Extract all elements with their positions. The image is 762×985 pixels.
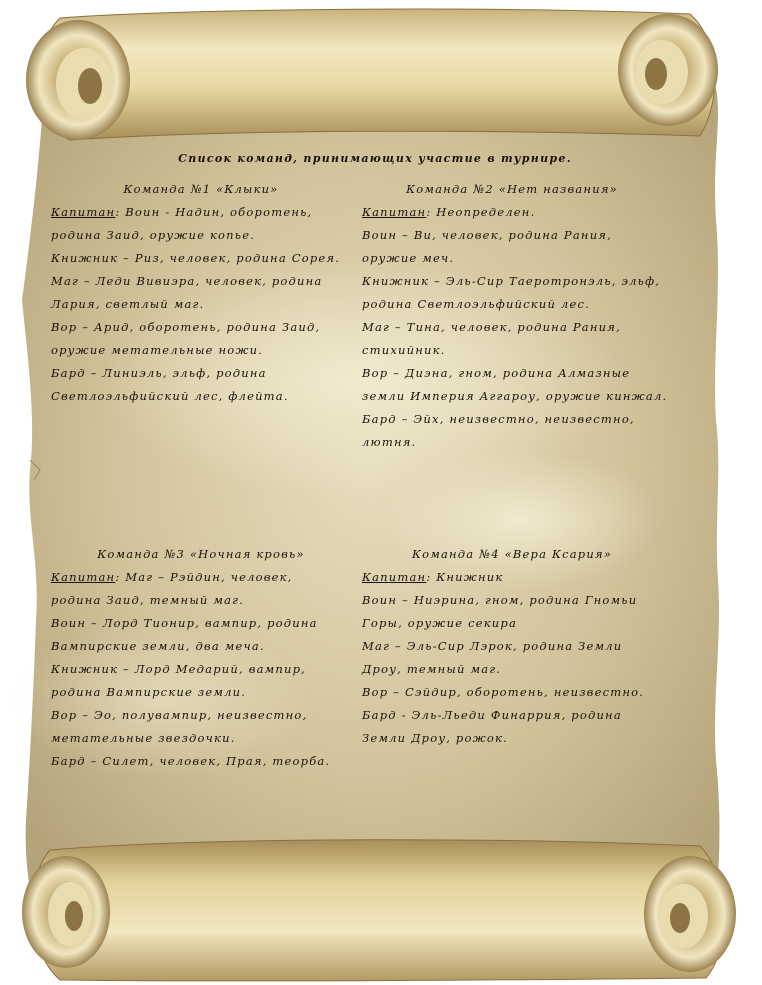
team-line: метательные звездочки.	[51, 731, 236, 745]
team-line: земли Империя Аггароу, оружие кинжал.	[362, 389, 668, 403]
team-line: Вор – Диэна, гном, родина Алмазные	[362, 366, 631, 380]
team-line: Бард – Силет, человек, Прая, теорба.	[51, 754, 331, 768]
captain-label: Капитан	[362, 205, 427, 219]
team-title: Команда №4 «Вера Ксария»	[411, 547, 613, 561]
team-title: Команда №1 «Клыки»	[123, 182, 279, 196]
team-line: родина Светлоэльфийский лес.	[362, 297, 590, 311]
team-line: Вор – Эо, полувампир, неизвестно,	[51, 708, 308, 722]
team-line: Вор – Арид, оборотень, родина Заид,	[51, 320, 321, 334]
team-line: Книжник – Лорд Медарий, вампир,	[51, 662, 307, 676]
team-card	[51, 543, 351, 773]
team-line: Капитан: Воин - Надин, оборотень,	[51, 205, 313, 219]
team-line: родина Заид, оружие копье.	[51, 228, 256, 242]
team-line: Вампирские земли, два меча.	[51, 639, 265, 653]
team-title: Команда №3 «Ночная кровь»	[97, 547, 305, 561]
team-line: стихийник.	[362, 343, 446, 357]
team-line: Книжник – Эль-Сир Таеротронэль, эльф,	[362, 274, 661, 288]
team-line: Бард - Эль-Льеди Финаррия, родина	[362, 708, 622, 722]
team-title: Команда №2 «Нет названия»	[406, 182, 618, 196]
document-title: Список команд, принимающих участие в турнире.	[178, 152, 572, 165]
team-line: Воин – Лорд Тионир, вампир, родина	[51, 616, 318, 630]
team-line: Маг – Тина, человек, родина Рания,	[362, 320, 621, 334]
team-line: лютня.	[362, 435, 417, 449]
captain-label: Капитан	[51, 205, 116, 219]
team-line: оружие метательные ножи.	[51, 343, 264, 357]
team-line: Светлоэльфийский лес, флейта.	[51, 389, 289, 403]
team-line: Горы, оружие секира	[362, 616, 518, 630]
team-line: Бард – Линиэль, эльф, родина	[51, 366, 267, 380]
team-line: Воин – Ви, человек, родина Рания,	[362, 228, 612, 242]
team-line: Капитан: Маг – Рэйдин, человек,	[51, 570, 293, 584]
team-line: Бард – Эйх, неизвестно, неизвестно,	[362, 412, 635, 426]
team-line: Маг – Эль-Сир Лэрок, родина Земли	[362, 639, 623, 653]
team-line: Земли Дроу, рожок.	[362, 731, 508, 745]
team-line: родина Заид, темный маг.	[51, 593, 245, 607]
team-line: Капитан: Книжник	[362, 570, 504, 584]
team-line: Книжник – Риз, человек, родина Сорея.	[51, 251, 341, 265]
team-line: Вор – Сэйдир, оборотень, неизвестно.	[362, 685, 645, 699]
captain-label: Капитан	[362, 570, 427, 584]
team-line: Маг – Леди Вивиэра, человек, родина	[51, 274, 323, 288]
team-card	[362, 178, 668, 454]
team-line: Воин – Ниэрина, гном, родина Гномьи	[362, 593, 638, 607]
team-card	[362, 543, 662, 750]
team-card	[51, 178, 351, 408]
team-line: Дроу, темный маг.	[362, 662, 502, 676]
team-line: родина Вампирские земли.	[51, 685, 247, 699]
team-line: оружие меч.	[362, 251, 455, 265]
captain-label: Капитан	[51, 570, 116, 584]
team-line: Капитан: Неопределен.	[362, 205, 536, 219]
team-line: Лария, светлый маг.	[51, 297, 205, 311]
